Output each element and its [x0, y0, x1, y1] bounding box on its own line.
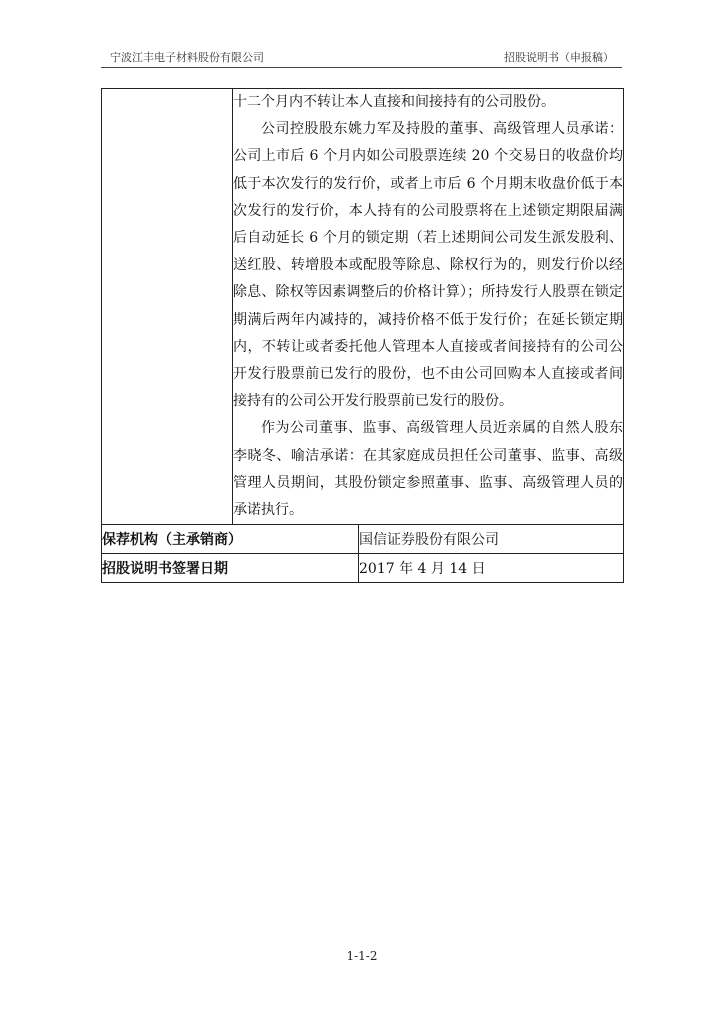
header-document-title: 招股说明书（申报稿）: [504, 51, 614, 64]
table-row: [102, 89, 624, 525]
signing-date-value: 2017 年 4 月 14 日: [359, 554, 624, 583]
page-number: 1-1-2: [346, 949, 378, 963]
sponsor-value: 国信证券股份有限公司: [359, 525, 624, 554]
lockup-commitment-cell: [233, 89, 624, 525]
signing-date-label: 招股说明书签署日期: [102, 554, 359, 583]
offering-summary-table: [101, 88, 624, 583]
empty-label-cell: [102, 89, 233, 525]
table-row: [102, 554, 624, 583]
paragraph: 公司控股股东姚力军及持股的董事、高级管理人员承诺：公司上市后 6 个月内如公司股票连续 20 个交易日的收盘价均低于本次发行的发行价，或者上市后 6 个月期末收盘价低于本次发行的发行价，本人持有的公司股票将在上述锁定期限届满后自动延长 6 个月的锁定期（若上述期间公司发生派发股利、送红股、转增股本或配股等除息、除权行为的，则发行价以经除息、除权等因素调整后的价格计算）；所持发行人股票在锁定期满后两年内减持的，减持价格不低于发行价；在延长锁定期内，不转让或者委托他人管理本人直接或者间接持有的公司公开发行股票前已发行的股份，也不由公司回购本人直接或者间接持有的公司公开发行股票前已发行的股份。: [233, 121, 623, 410]
sponsor-label: 保荐机构（主承销商）: [102, 525, 359, 554]
paragraph: 作为公司董事、监事、高级管理人员近亲属的自然人股东李晓冬、喻洁承诺：在其家庭成员担任公司董事、监事、高级管理人员期间，其股份锁定参照董事、监事、高级管理人员的承诺执行。: [233, 420, 623, 519]
header-rule: [101, 67, 622, 68]
table-row: [102, 525, 624, 554]
paragraph: 十二个月内不转让本人直接和间接持有的公司股份。: [233, 94, 555, 110]
header-company-name: 宁波江丰电子材料股份有限公司: [110, 51, 264, 64]
